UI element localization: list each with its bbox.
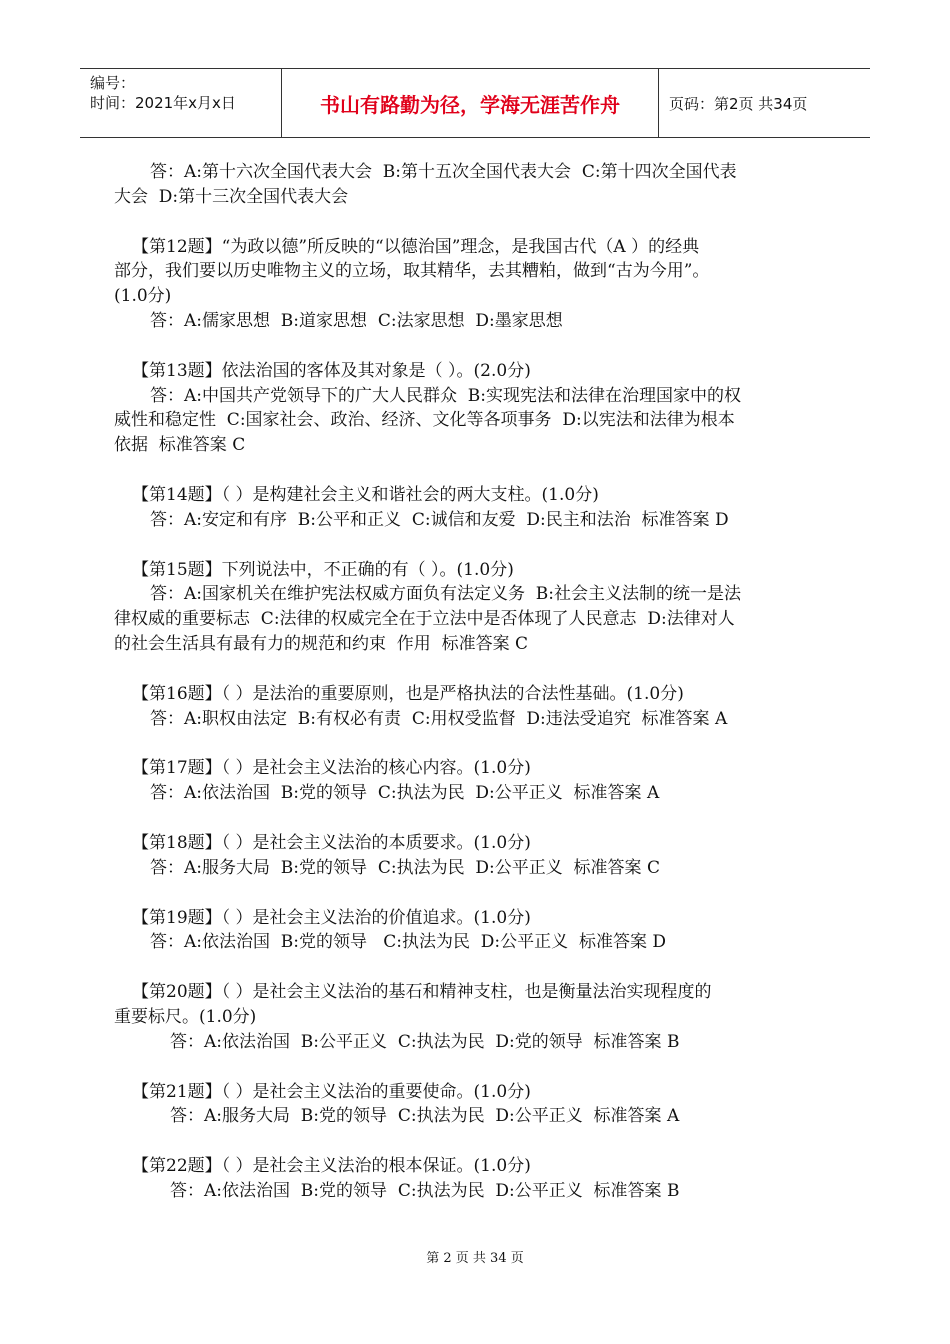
time-label: 时间：2021年x月x日	[90, 94, 236, 112]
header-page-info: 页码：第2页 共34页	[669, 94, 808, 113]
answer-line: 答：A:儒家思想 B:道家思想 C:法家思想 D:墨家思想	[150, 310, 563, 331]
question-block	[114, 831, 842, 881]
question-title: 【第13题】依法治国的客体及其对象是（ ）。(2.0分)	[132, 360, 531, 381]
text-line: (1.0分)	[114, 286, 172, 307]
question-title: 【第14题】（ ）是构建社会主义和谐社会的两大支柱。(1.0分)	[132, 484, 599, 505]
question-block	[114, 756, 842, 806]
number-label: 编号：	[90, 74, 136, 92]
answer-line: 答：A:第十六次全国代表大会 B:第十五次全国代表大会 C:第十四次全国代表	[150, 162, 737, 182]
text-line: 威性和稳定性 C:国家社会、政治、经济、文化等各项事务 D:以宪法和法律为根本	[114, 410, 735, 431]
question-title: 【第20题】（ ）是社会主义法治的基石和精神支柱，也是衡量法治实现程度的	[132, 982, 712, 1003]
question-block	[114, 359, 842, 458]
page-footer: 第 2 页 共 34 页	[426, 1251, 524, 1266]
question-title: 【第22题】（ ）是社会主义法治的根本保证。(1.0分)	[132, 1156, 531, 1177]
answer-line: 答：A:职权由法定 B:有权必有责 C:用权受监督 D:违法受追究 标准答案 A	[150, 708, 728, 729]
text-line: 律权威的重要标志 C:法律的权威完全在于立法中是否体现了人民意志 D:法律对人	[114, 609, 735, 630]
text-line: 的社会生活具有最有力的规范和约束 作用 标准答案 C	[114, 633, 529, 654]
answer-line: 答：A:依法治国 B:公平正义 C:执法为民 D:党的领导 标准答案 B	[170, 1031, 680, 1052]
header-meta	[80, 69, 282, 137]
text-line: 依据 标准答案 C	[114, 435, 246, 456]
question-block	[114, 483, 842, 533]
answer-line: 答：A:国家机关在维护宪法权威方面负有法定义务 B:社会主义法制的统一是法	[150, 584, 742, 605]
answer-line: 答：A:依法治国 B:党的领导 C:执法为民 D:公平正义 标准答案 A	[150, 783, 660, 804]
question-block	[114, 558, 842, 657]
text-line: 大会 D:第十三次全国代表大会	[114, 186, 349, 207]
answer-line: 答：A:依法治国 B:党的领导 C:执法为民 D:公平正义 标准答案 D	[150, 932, 666, 953]
question-title: 【第17题】（ ）是社会主义法治的核心内容。(1.0分)	[132, 758, 531, 779]
answer-block	[114, 160, 842, 210]
question-title: 【第18题】（ ）是社会主义法治的本质要求。(1.0分)	[132, 832, 531, 853]
question-block	[114, 682, 842, 732]
question-block	[114, 980, 842, 1054]
question-title: 【第12题】“为政以德”所反映的“以德治国”理念，是我国古代（A ）的经典	[132, 236, 700, 257]
page-header	[80, 68, 870, 138]
question-block	[114, 906, 842, 956]
text-line: 部分，我们要以历史唯物主义的立场，取其精华，去其糟粕，做到“古为今用”。	[114, 261, 710, 282]
question-title: 【第19题】（ ）是社会主义法治的价值追求。(1.0分)	[132, 907, 531, 928]
question-title: 【第15题】下列说法中，不正确的有（ ）。(1.0分)	[132, 559, 514, 580]
question-block	[114, 1080, 842, 1130]
header-motto: 书山有路勤为径，学海无涯苦作舟	[282, 69, 659, 137]
answer-line: 答：A:服务大局 B:党的领导 C:执法为民 D:公平正义 标准答案 A	[170, 1106, 680, 1127]
answer-line: 答：A:依法治国 B:党的领导 C:执法为民 D:公平正义 标准答案 B	[170, 1180, 680, 1201]
answer-line: 答：A:安定和有序 B:公平和正义 C:诚信和友爱 D:民主和法治 标准答案 D	[150, 509, 729, 530]
question-block	[114, 1154, 842, 1204]
question-title: 【第21题】（ ）是社会主义法治的重要使命。(1.0分)	[132, 1081, 531, 1102]
answer-line: 答：A:服务大局 B:党的领导 C:执法为民 D:公平正义 标准答案 C	[150, 857, 660, 878]
answer-line: 答：A:中国共产党领导下的广大人民群众 B:实现宪法和法律在治理国家中的权	[150, 385, 742, 406]
question-block	[114, 235, 842, 334]
question-title: 【第16题】（ ）是法治的重要原则，也是严格执法的合法性基础。(1.0分)	[132, 683, 684, 704]
document-body	[114, 160, 842, 1229]
text-line: 重要标尺。(1.0分)	[114, 1006, 257, 1027]
